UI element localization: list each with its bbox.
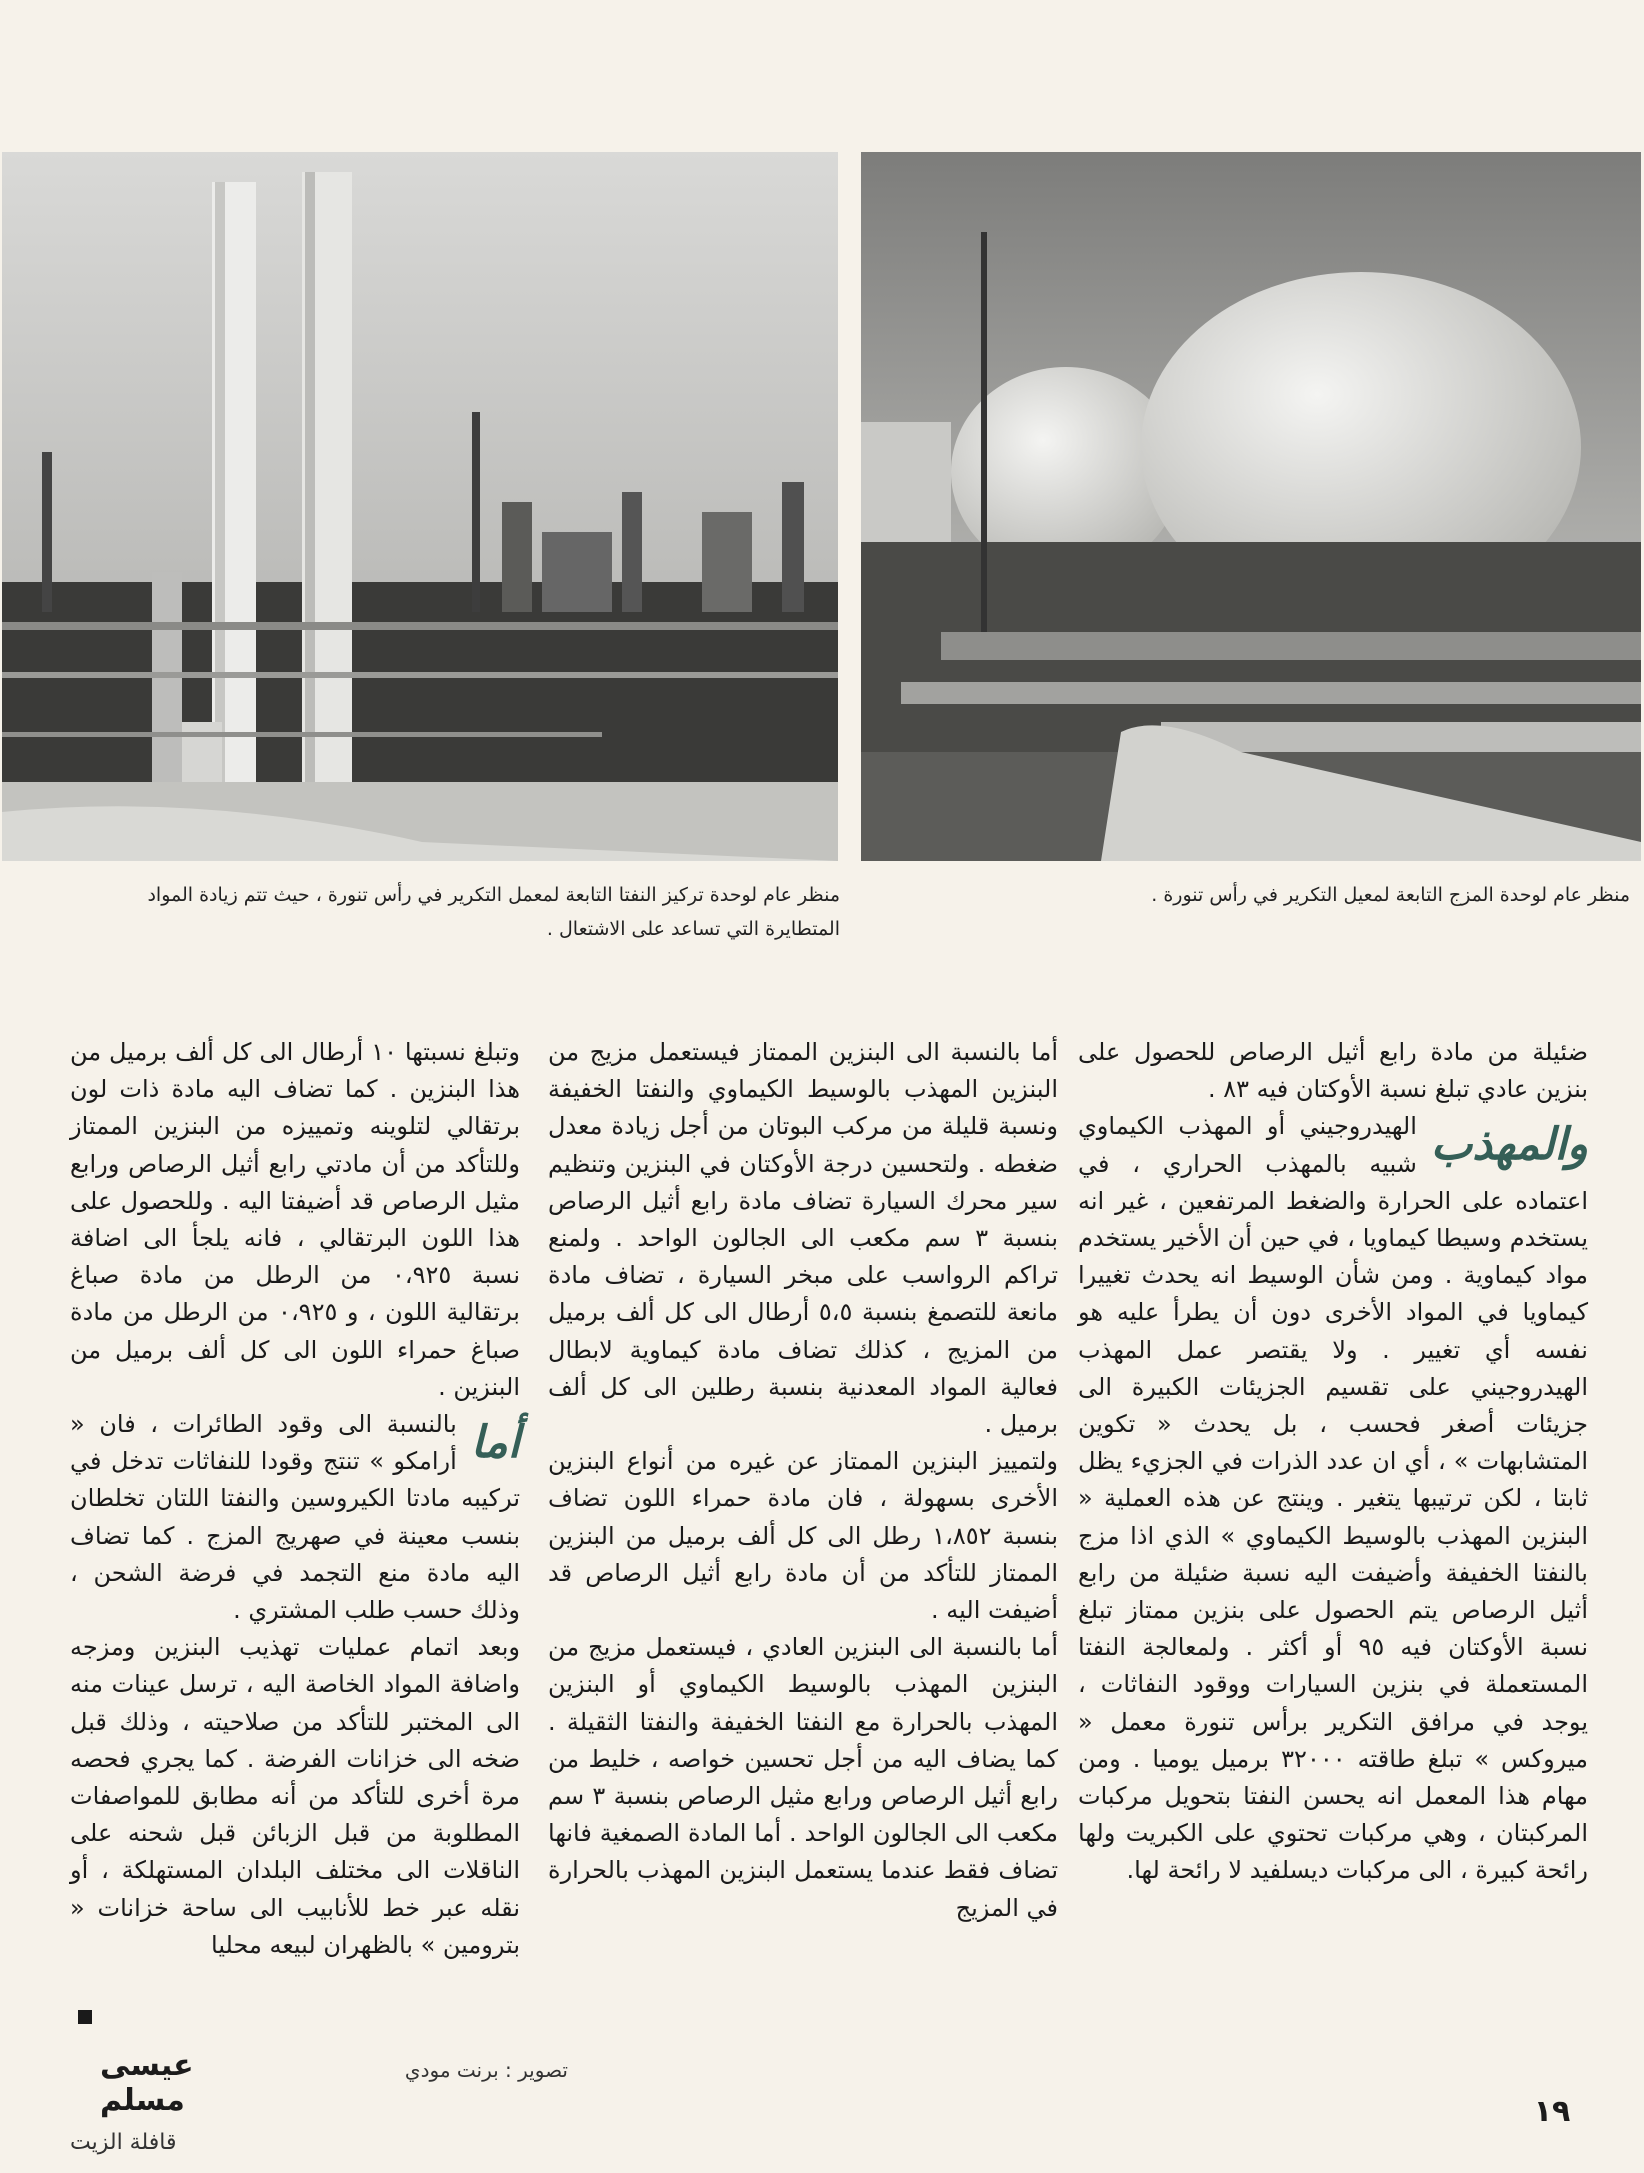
paragraph: ضئيلة من مادة رابع أثيل الرصاص للحصول على بنزين عادي تبلغ نسبة الأوكتان فيه ٨٣ .: [1078, 1038, 1588, 1104]
caption-naphtha-unit: منظر عام لوحدة تركيز النفتا التابعة لمعمل التكرير في رأس تنورة ، حيث تتم زيادة المواد المتطايرة التي تساعد على الاشتعال .: [147, 884, 840, 940]
drop-word: أما: [470, 1417, 520, 1469]
column-left: [70, 1034, 520, 1964]
paragraph: [1078, 1108, 1588, 1889]
photo-credit: تصوير : برنت مودي: [404, 2058, 568, 2082]
paragraph: ولتمييز البنزين الممتاز عن غيره من أنواع البنزين الأخرى بسهولة ، فان مادة حمراء اللون تضاف بنسبة ١،٨٥٢ رطل الى كل ألف برميل من البنزين الممتاز للتأكد من أن مادة رابع أثيل الرصاص قد أضيفت اليه .: [548, 1447, 1059, 1625]
paragraph: وبعد اتمام عمليات تهذيب البنزين ومزجه واضافة المواد الخاصة اليه ، ترسل عينات منه الى المختبر للتأكد من صلاحيته ، وذلك قبل ضخه الى خزانات الفرضة . كما يجري فحصه مرة أخرى للتأكد من أنه مطابق للمواصفات المطلوبة من قبل الزبائن قبل شحنه على الناقلات الى مختلف البلدان المستهلكة ، أو نقله عبر خط للأنابيب الى ساحة خزانات « بترومين » بالظهران لبيعه محليا: [70, 1633, 520, 1959]
end-of-article-mark: [78, 2010, 92, 2024]
column-middle: [548, 1034, 1058, 1927]
drop-word: والمهذب: [1430, 1119, 1588, 1171]
magazine-name: قافلة الزيت: [70, 2130, 177, 2155]
page-number: ١٩: [1533, 2094, 1571, 2129]
paragraph: أما بالنسبة الى البنزين العادي ، فيستعمل مزيج من البنزين المهذب بالوسيط الكيماوي أو البنزين المهذب بالحرارة مع النفتا الخفيفة والنفتا الثقيلة . كما يضاف اليه من أجل تحسين خواصه ، خليط من رابع أثيل الرصاص ورابع مثيل الرصاص بنسبة ٣ سم مكعب الى الجالون الواحد . أما المادة الصمغية فانها تضاف فقط عندما يستعمل البنزين المهذب بالحرارة في المزيج: [548, 1633, 1058, 1922]
paragraph: أما بالنسبة الى البنزين الممتاز فيستعمل مزيج من البنزين المهذب بالوسيط الكيماوي والنفتا الخفيفة ونسبة قليلة من مركب البوتان من أجل زيادة معدل ضغطه . ولتحسين درجة الأوكتان في البنزين وتنظيم سير محرك السيارة تضاف مادة رابع أثيل الرصاص بنسبة ٣ سم مكعب الى الجالون الواحد . ولمنع تراكم الرواسب على مبخر السيارة ، تضاف مادة مانعة للتصمغ بنسبة ٥،٥ أرطال الى كل ألف برميل من المزيج ، كذلك تضاف مادة كيماوية لابطال فعالية المواد المعدنية بنسبة رطلين الى كل ألف برميل .: [548, 1038, 1058, 1439]
paragraph-text: بالنسبة الى وقود الطائرات ، فان « أرامكو » تنتج وقودا للنفاثات تدخل في تركيبه مادتا الكيروسين والنفتا اللتان تخلطان بنسب معينة في صهريج المزج . كما تضاف اليه مادة منع التجمد في فرضة الشحن ، وذلك حسب طلب المشتري .: [70, 1410, 520, 1625]
caption-blending-unit: منظر عام لوحدة المزج التابعة لمعيل التكرير في رأس تنورة .: [1151, 884, 1630, 906]
naphtha-unit-photo: [2, 152, 838, 861]
paragraph-text: الهيدروجيني أو المهذب الكيماوي شبيه بالمهذب الحراري ، في اعتماده على الحرارة والضغط المرتفعين ، غير انه يستخدم وسيطا كيماويا ، في حين أن الأخير يستخدم مواد كيماوية . ومن شأن الوسيط انه يحدث تغييرا كيماويا في المواد الأخرى دون أن يطرأ عليه هو نفسه أي تغيير . ولا يقتصر عمل المهذب الهيدروجيني على تقسيم الجزيئات الكبيرة الى جزيئات أصغر فحسب ، بل يحدث « تكوين المتشابهات » ، أي ان عدد الذرات في الجزيء يظل ثابتا ، لكن ترتيبها يتغير . وينتج عن هذه العملية « البنزين المهذب بالوسيط الكيماوي » الذي اذا مزج بالنفتا الخفيفة وأضيفت اليه نسبة ضئيلة من رابع أثيل الرصاص يتم الحصول على بنزين ممتاز تبلغ نسبة الأوكتان فيه ٩٥ أو أكثر . ولمعالجة النفتا المستعملة في بنزين السيارات ووقود النفاثات ، يوجد في مرافق التكرير برأس تنورة معمل « ميروكس » تبلغ طاقته ٣٢٠٠٠ برميل يوميا . ومن مهام هذا المعمل انه يحسن النفتا بتحويل مركبات المركبتان ، وهي مركبات تحتوي على الكبريت ولها رائحة كبيرة ، الى مركبات ديسلفيد لا رائحة لها.: [1078, 1112, 1588, 1885]
author-name: عيسى مسلم: [100, 2048, 194, 2118]
column-right: [1078, 1034, 1588, 1890]
paragraph: [70, 1406, 520, 1629]
paragraph: وتبلغ نسبتها ١٠ أرطال الى كل ألف برميل من هذا البنزين . كما تضاف اليه مادة ذات لون برتقالي لتلوينه وتمييزه من البنزين الممتاز وللتأكد من أن مادتي رابع أثيل الرصاص ورابع مثيل الرصاص قد أضيفتا اليه . وللحصول على هذا اللون البرتقالي ، فانه يلجأ الى اضافة نسبة ٠،٩٢٥ من الرطل من مادة صباغ برتقالية اللون ، و ٠،٩٢٥ من الرطل من مادة صباغ حمراء اللون الى كل ألف برميل من البنزين .: [70, 1038, 521, 1401]
blending-unit-photo: [861, 152, 1641, 861]
